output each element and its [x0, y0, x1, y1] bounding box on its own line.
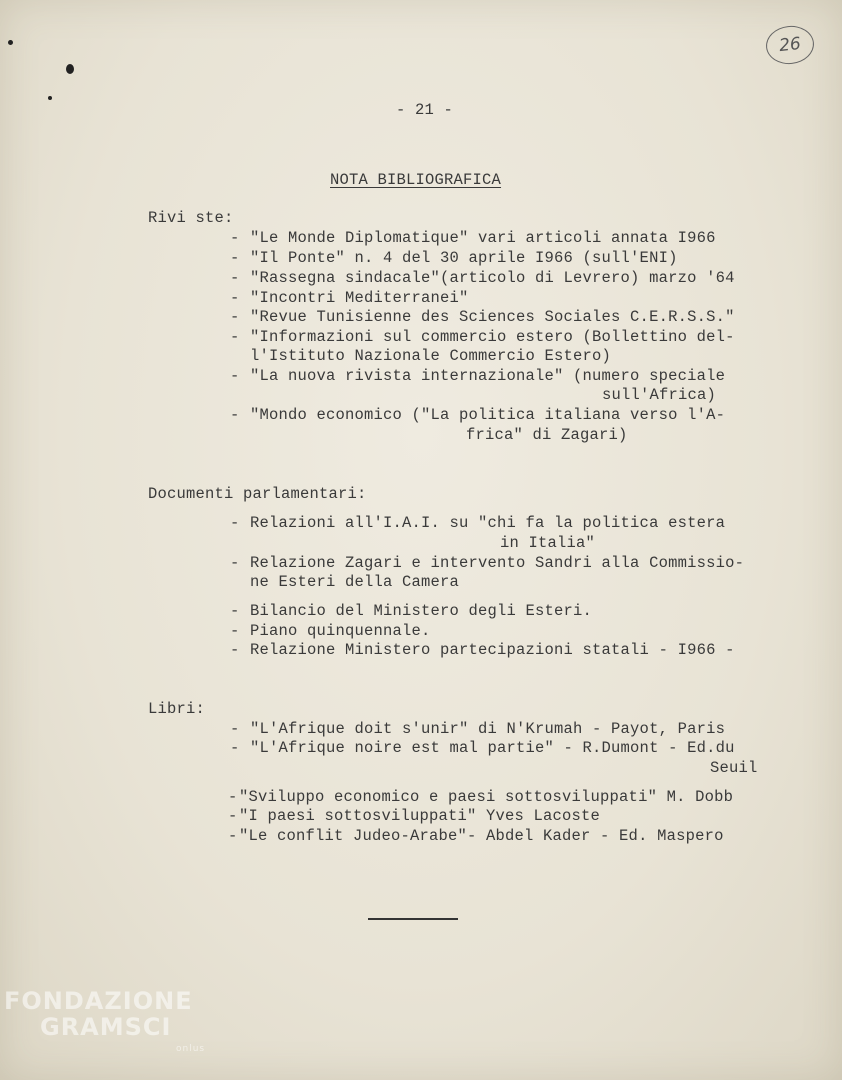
list-item-bullet: -	[230, 269, 240, 287]
list-item-bullet: -	[230, 367, 240, 385]
list-item: "Sviluppo economico e paesi sottosviluppati" M. Dobb	[239, 788, 734, 806]
ink-spot	[8, 40, 13, 45]
section-heading-riviste: Rivi ste:	[148, 209, 234, 227]
archive-watermark	[4, 987, 206, 1054]
list-item-bullet: -	[228, 807, 238, 825]
list-item-bullet: -	[230, 406, 240, 424]
list-item-bullet: -	[230, 328, 240, 346]
list-item: "Mondo economico ("La politica italiana verso l'A-	[250, 406, 726, 424]
list-item: "Informazioni sul commercio estero (Bollettino del-	[250, 328, 735, 346]
list-item-bullet: -	[230, 308, 240, 326]
list-item-bullet: -	[230, 641, 240, 659]
watermark-line-2: GRAMSCI	[40, 1013, 172, 1041]
page-number: - 21 -	[396, 101, 454, 119]
archive-number-stamp: 26	[764, 24, 816, 67]
list-item-bullet: -	[230, 739, 240, 757]
list-item: Relazione Zagari e intervento Sandri alla Commissio-	[250, 554, 745, 572]
list-item-continuation: l'Istituto Nazionale Commercio Estero)	[250, 347, 612, 365]
watermark-line-3: onlus	[176, 1044, 206, 1054]
list-item-bullet: -	[228, 788, 238, 806]
list-item: "L'Afrique noire est mal partie" - R.Dumont - Ed.du	[250, 739, 735, 757]
list-item-continuation: ne Esteri della Camera	[250, 573, 460, 591]
list-item-continuation: frica" di Zagari)	[466, 426, 628, 444]
ink-spot	[48, 96, 52, 100]
list-item: Bilancio del Ministero degli Esteri.	[250, 602, 593, 620]
closing-rule	[368, 918, 458, 920]
list-item: "Revue Tunisienne des Sciences Sociales C.E.R.S.S."	[250, 308, 735, 326]
list-item: "L'Afrique doit s'unir" di N'Krumah - Payot, Paris	[250, 720, 726, 738]
list-item: "Incontri Mediterranei"	[250, 289, 469, 307]
list-item: "Il Ponte" n. 4 del 30 aprile I966 (sull'ENI)	[250, 249, 678, 267]
list-item: "Le conflit Judeo-Arabe"- Abdel Kader - Ed. Maspero	[239, 827, 724, 845]
list-item-bullet: -	[228, 827, 238, 845]
list-item: Relazione Ministero partecipazioni statali - I966 -	[250, 641, 735, 659]
list-item-continuation: in Italia"	[500, 534, 596, 552]
section-heading-libri: Libri:	[148, 700, 206, 718]
list-item-bullet: -	[230, 249, 240, 267]
list-item: "Le Monde Diplomatique" vari articoli annata I966	[250, 229, 716, 247]
list-item-bullet: -	[230, 289, 240, 307]
watermark-line-1: FONDAZIONE	[4, 987, 193, 1015]
list-item: "Rassegna sindacale"(articolo di Levrero) marzo '64	[250, 269, 735, 287]
list-item-bullet: -	[230, 720, 240, 738]
list-item: Piano quinquennale.	[250, 622, 431, 640]
list-item-bullet: -	[230, 554, 240, 572]
list-item-bullet: -	[230, 229, 240, 247]
list-item-continuation: sull'Africa)	[602, 386, 717, 404]
section-heading-documenti: Documenti parlamentari:	[148, 485, 367, 503]
ink-spot	[66, 64, 74, 74]
list-item-bullet: -	[230, 622, 240, 640]
list-item-bullet: -	[230, 514, 240, 532]
list-item-continuation: Seuil	[710, 759, 758, 777]
list-item-bullet: -	[230, 602, 240, 620]
page-title: NOTA BIBLIOGRAFICA	[330, 171, 502, 189]
list-item: "La nuova rivista internazionale" (numero speciale	[250, 367, 726, 385]
list-item: Relazioni all'I.A.I. su "chi fa la politica estera	[250, 514, 726, 532]
list-item: "I paesi sottosviluppati" Yves Lacoste	[239, 807, 601, 825]
